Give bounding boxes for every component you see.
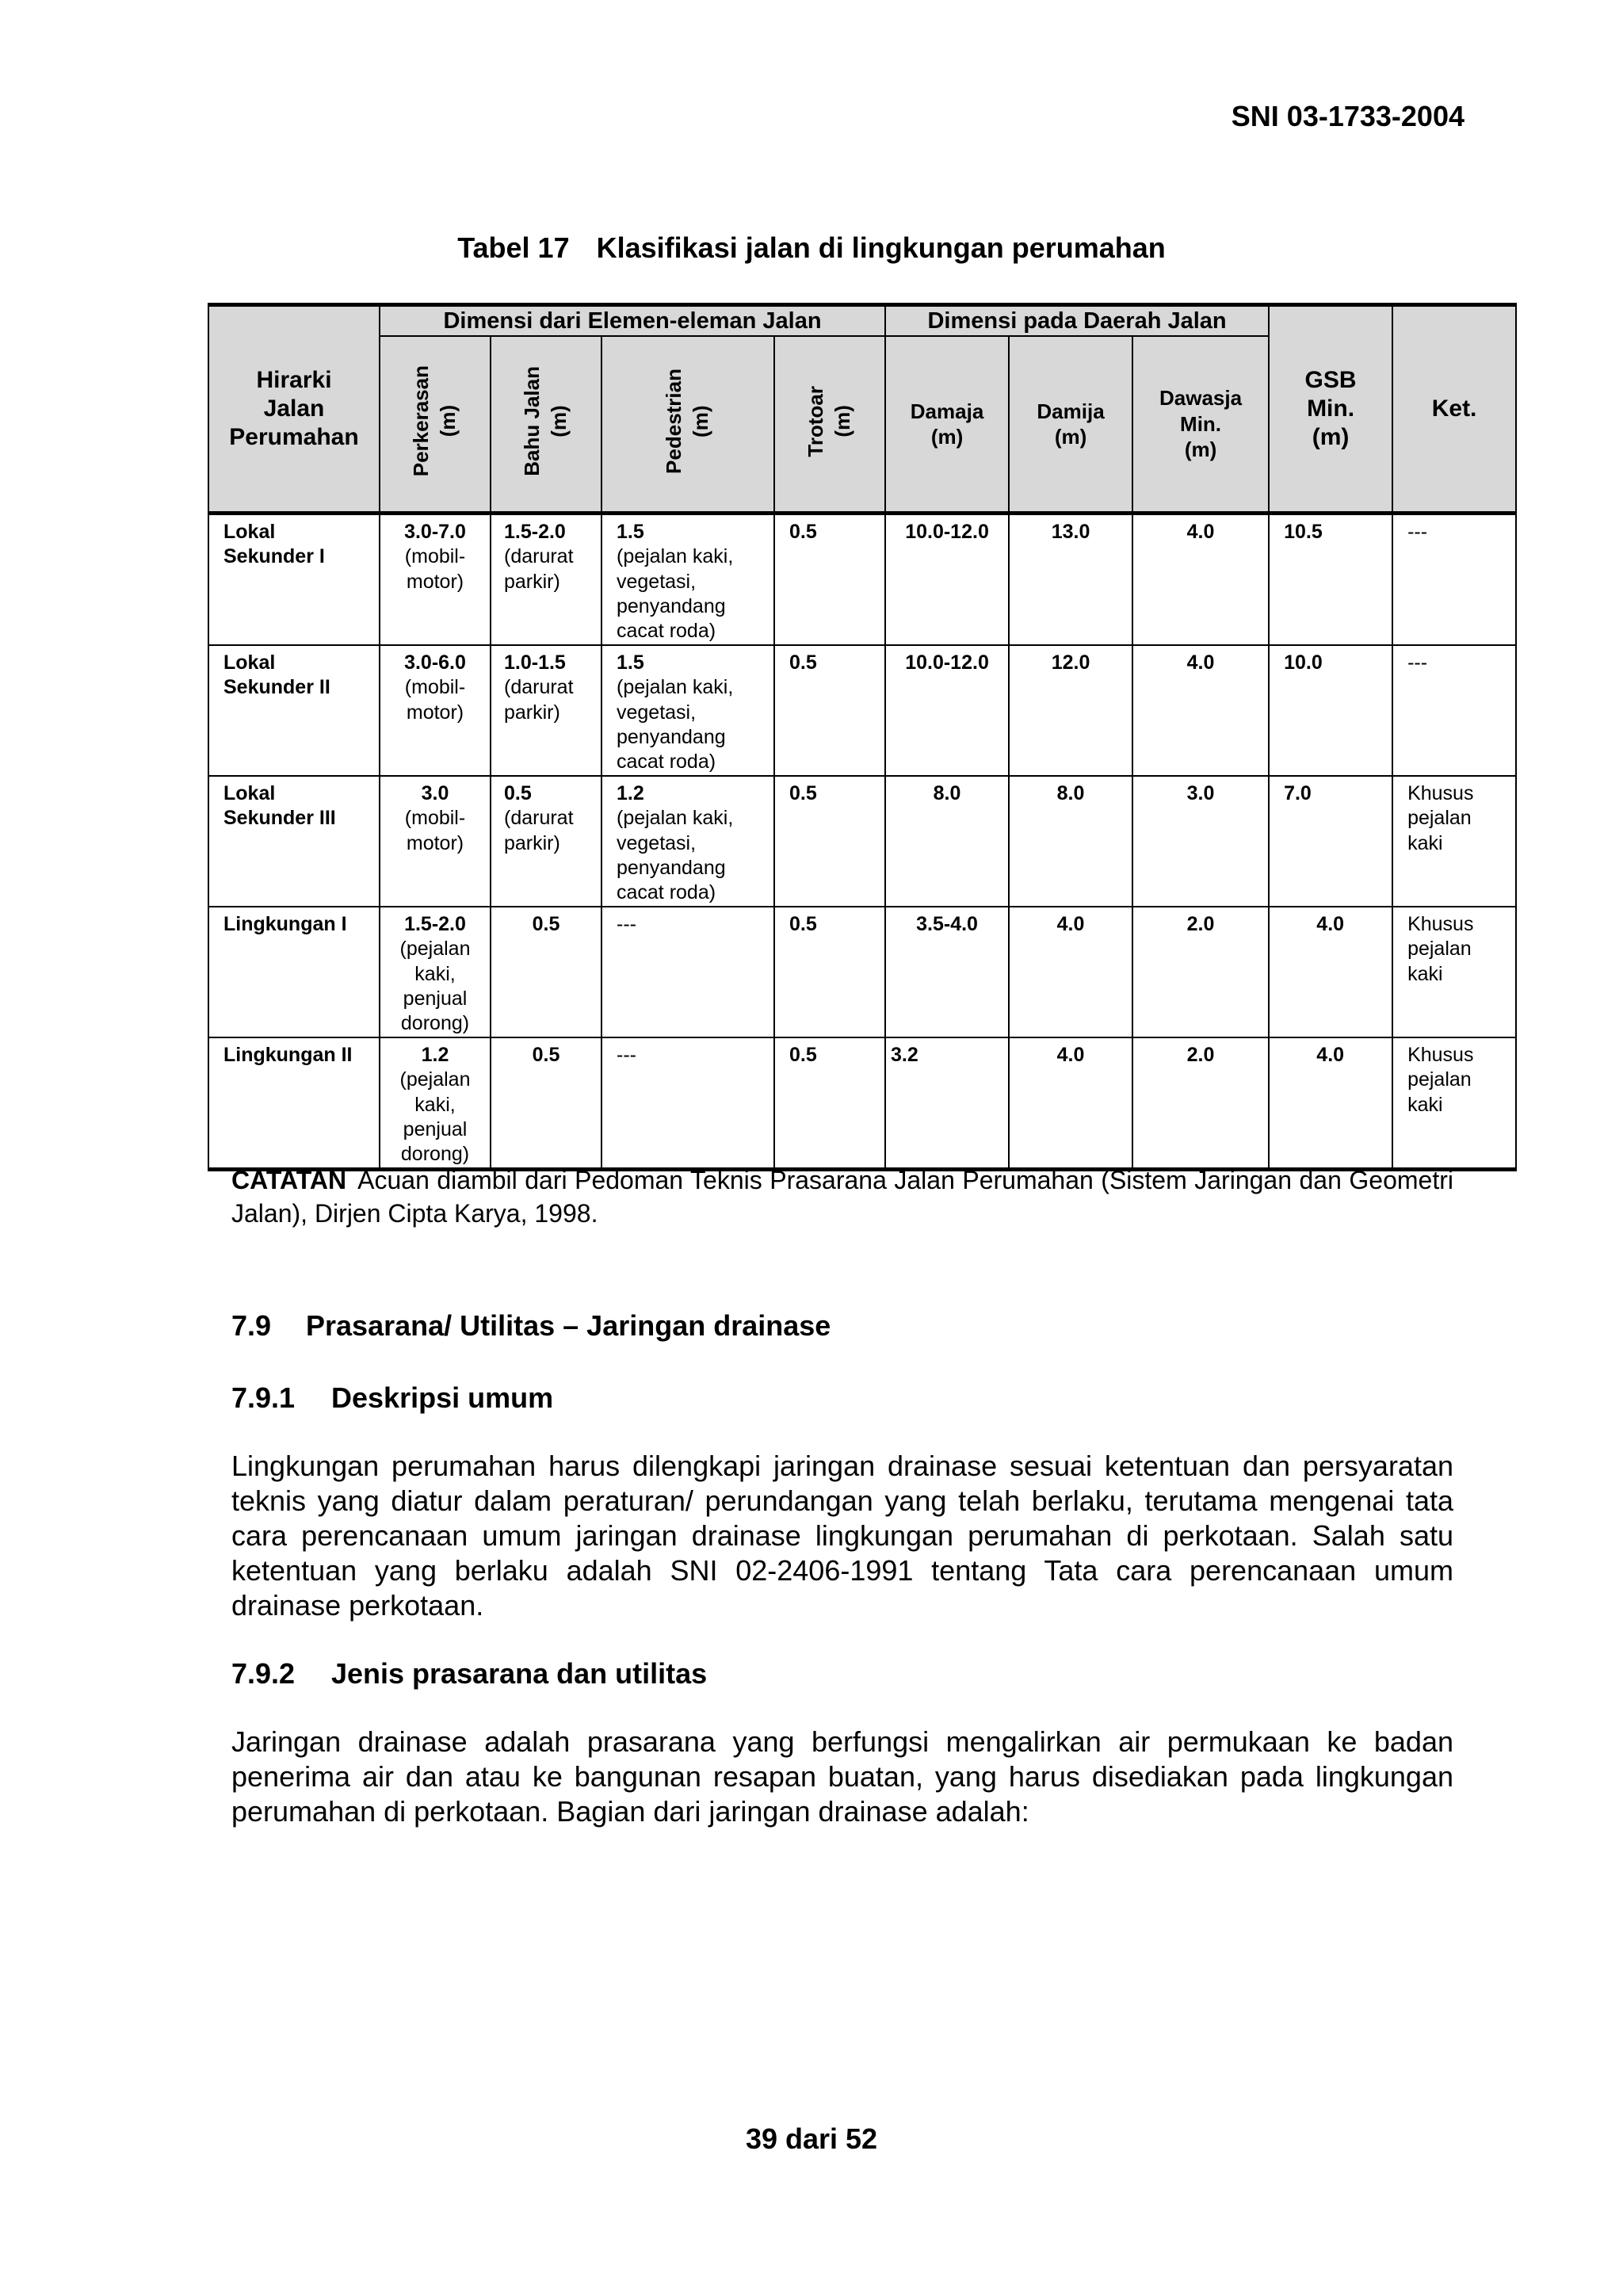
cell-damija: 13.0: [1009, 514, 1132, 646]
table-number: Tabel 17: [457, 231, 570, 264]
paragraph-deskripsi-umum: Lingkungan perumahan harus dilengkapi jaringan drainase sesuai ketentuan dan persyaratan teknis yang diatur dalam peraturan/ perundangan yang telah berlaku, terutama mengenai tata cara perencanaan umum jaringan drainase lingkungan perumahan di perkotaan. Salah satu ketentuan yang berlaku adalah SNI 02-2406-1991 tentang Tata cara perencanaan umum drainase perkotaan.: [231, 1450, 1453, 1622]
table-row: [208, 776, 1516, 907]
table-row: [208, 1037, 1516, 1170]
header-dawasja: Dawasja Min. (m): [1132, 336, 1269, 514]
header-group-element-dimensions: Dimensi dari Elemen-eleman Jalan: [380, 305, 885, 337]
cell-pedestrian: 1.2 (pejalan kaki, vegetasi, penyandang cacat roda): [601, 776, 774, 907]
cell-trotoar: 0.5: [774, 776, 885, 907]
cell-trotoar: 0.5: [774, 645, 885, 776]
cell-dawasja: 4.0: [1132, 514, 1269, 646]
header-trotoar: Trotoar (m): [774, 336, 885, 514]
paragraph-jenis-prasarana: Jaringan drainase adalah prasarana yang berfungsi mengalirkan air permukaan ke badan penerima air dan atau ke bangunan resapan buatan, yang harus disediakan pada lingkungan perumahan di perkotaan. Bagian dari jaringan drainase adalah:: [231, 1725, 1453, 1828]
table-body: [208, 514, 1516, 1170]
header-group-road-area-dimensions: Dimensi pada Daerah Jalan: [885, 305, 1269, 337]
table-row: [208, 907, 1516, 1037]
table-caption: Klasifikasi jalan di lingkungan perumahan: [596, 231, 1166, 264]
page-number: 39 dari 52: [745, 2122, 878, 2155]
section-heading-7-9-1: 7.9.1 Deskripsi umum: [231, 1381, 554, 1414]
cell-gsb: 4.0: [1269, 1037, 1392, 1170]
cell-ket: ---: [1392, 514, 1516, 646]
cell-pedestrian: ---: [601, 907, 774, 1037]
cell-damija: 4.0: [1009, 1037, 1132, 1170]
cell-bahu-jalan: 0.5: [491, 1037, 601, 1170]
header-hirarki: Hirarki Jalan Perumahan: [208, 305, 380, 514]
cell-bahu-jalan: 1.5-2.0 (darurat parkir): [491, 514, 601, 646]
section-heading-7-9: 7.9 Prasarana/ Utilitas – Jaringan drainase: [231, 1309, 831, 1342]
cell-trotoar: 0.5: [774, 514, 885, 646]
cell-pedestrian: ---: [601, 1037, 774, 1170]
cell-damija: 4.0: [1009, 907, 1132, 1037]
cell-damaja: 10.0-12.0: [885, 645, 1009, 776]
cell-perkerasan: 1.2 (pejalan kaki, penjual dorong): [380, 1037, 491, 1170]
cell-dawasja: 4.0: [1132, 645, 1269, 776]
cell-ket: ---: [1392, 645, 1516, 776]
section-heading-7-9-2: 7.9.2 Jenis prasarana dan utilitas: [231, 1657, 708, 1690]
cell-perkerasan: 3.0-7.0 (mobil- motor): [380, 514, 491, 646]
cell-hirarki: Lingkungan I: [208, 907, 380, 1037]
cell-gsb: 10.5: [1269, 514, 1392, 646]
cell-perkerasan: 1.5-2.0 (pejalan kaki, penjual dorong): [380, 907, 491, 1037]
cell-dawasja: 3.0: [1132, 776, 1269, 907]
cell-gsb: 7.0: [1269, 776, 1392, 907]
header-damija: Damija (m): [1009, 336, 1132, 514]
cell-damija: 12.0: [1009, 645, 1132, 776]
document-code: SNI 03-1733-2004: [1231, 100, 1465, 132]
cell-damaja: 3.5-4.0: [885, 907, 1009, 1037]
cell-ket: Khusus pejalan kaki: [1392, 776, 1516, 907]
header-perkerasan: Perkerasan (m): [380, 336, 491, 514]
cell-hirarki: Lingkungan II: [208, 1037, 380, 1170]
header-gsb: GSB Min. (m): [1269, 305, 1392, 514]
table-header: [208, 305, 1516, 514]
cell-hirarki: Lokal Sekunder II: [208, 645, 380, 776]
note-label: CATATAN: [231, 1166, 347, 1194]
table-note: [231, 1163, 1453, 1230]
cell-bahu-jalan: 0.5: [491, 907, 601, 1037]
cell-gsb: 4.0: [1269, 907, 1392, 1037]
cell-damaja: 10.0-12.0: [885, 514, 1009, 646]
cell-perkerasan: 3.0-6.0 (mobil- motor): [380, 645, 491, 776]
cell-ket: Khusus pejalan kaki: [1392, 1037, 1516, 1170]
cell-hirarki: Lokal Sekunder I: [208, 514, 380, 646]
header-bahu-jalan: Bahu Jalan (m): [491, 336, 601, 514]
table-row: [208, 645, 1516, 776]
cell-pedestrian: 1.5 (pejalan kaki, vegetasi, penyandang cacat roda): [601, 645, 774, 776]
cell-trotoar: 0.5: [774, 907, 885, 1037]
cell-dawasja: 2.0: [1132, 907, 1269, 1037]
cell-hirarki: Lokal Sekunder III: [208, 776, 380, 907]
note-text: Acuan diambil dari Pedoman Teknis Prasarana Jalan Perumahan (Sistem Jaringan dan Geometri Jalan), Dirjen Cipta Karya, 1998.: [231, 1166, 1453, 1228]
cell-gsb: 10.0: [1269, 645, 1392, 776]
header-ket: Ket.: [1392, 305, 1516, 514]
cell-perkerasan: 3.0 (mobil- motor): [380, 776, 491, 907]
header-pedestrian: Pedestrian (m): [601, 336, 774, 514]
cell-dawasja: 2.0: [1132, 1037, 1269, 1170]
table-row: [208, 514, 1516, 646]
cell-damaja: 8.0: [885, 776, 1009, 907]
cell-bahu-jalan: 1.0-1.5 (darurat parkir): [491, 645, 601, 776]
table-title: [0, 231, 1623, 265]
header-damaja: Damaja (m): [885, 336, 1009, 514]
cell-damija: 8.0: [1009, 776, 1132, 907]
cell-damaja: 3.2: [885, 1037, 1009, 1170]
road-classification-table: [208, 303, 1517, 1171]
cell-bahu-jalan: 0.5 (darurat parkir): [491, 776, 601, 907]
cell-trotoar: 0.5: [774, 1037, 885, 1170]
cell-ket: Khusus pejalan kaki: [1392, 907, 1516, 1037]
cell-pedestrian: 1.5 (pejalan kaki, vegetasi, penyandang cacat roda): [601, 514, 774, 646]
